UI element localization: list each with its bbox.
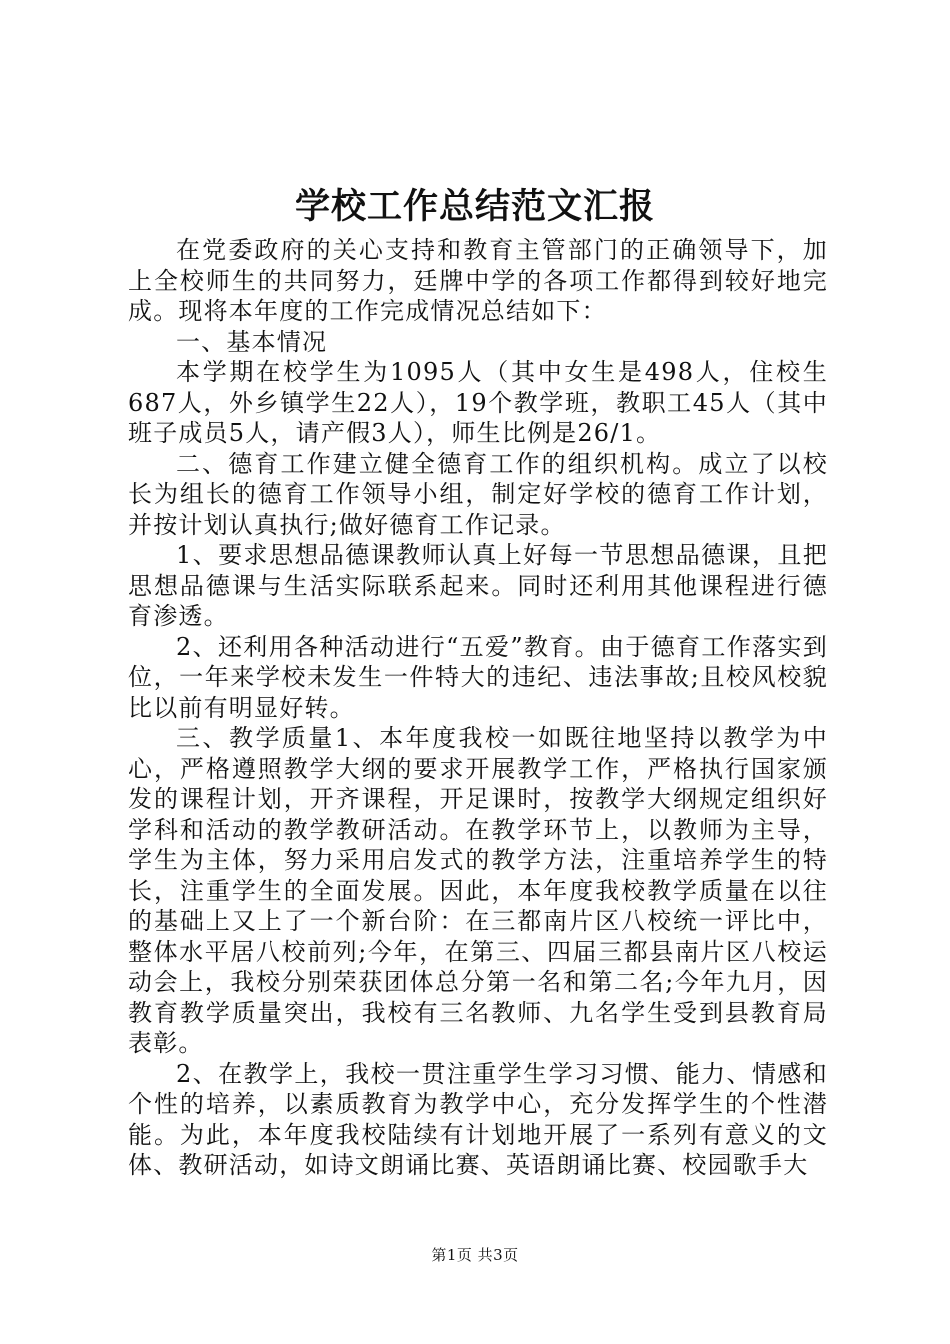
paragraph-heading-basic: 一、基本情况 bbox=[176, 327, 328, 356]
document-body bbox=[128, 235, 828, 1181]
paragraph-basic-info: 本学期在校学生为1095人（其中女生是498人，住校生687人，外乡镇学生22人），19个教学班，教职工45人（其中班子成员5人，请产假3人），师生比例是26/1。 bbox=[128, 358, 828, 447]
paragraph-moral-item-1: 1、要求思想品德课教师认真上好每一节思想品德课，且把思想品德课与生活实际联系起来。同时还利用其他课程进行德育渗透。 bbox=[128, 541, 828, 630]
paragraph-moral-item-2: 2、还利用各种活动进行“五爱”教育。由于德育工作落实到位，一年来学校未发生一件特大的违纪、违法事故;且校风校貌比以前有明显好转。 bbox=[128, 632, 828, 722]
document-title: 学校工作总结范文汇报 bbox=[294, 186, 655, 227]
page-number-footer: 第1页 共3页 bbox=[431, 1246, 519, 1264]
paragraph-intro: 在党委政府的关心支持和教育主管部门的正确领导下，加上全校师生的共同努力，廷牌中学的各项工作都得到较好地完成。现将本年度的工作完成情况总结如下： bbox=[128, 236, 828, 325]
paragraph-moral-education: 二、德育工作建立健全德育工作的组织机构。成立了以校长为组长的德育工作领导小组，制定好学校的德育工作计划，并按计划认真执行;做好德育工作记录。 bbox=[128, 449, 828, 539]
paragraph-teaching-item-2: 2、在教学上，我校一贯注重学生学习习惯、能力、情感和个性的培养，以素质教育为教学中心，充分发挥学生的个性潜能。为此，本年度我校陆续有计划地开展了一系列有意义的文体、教研活动，如诗文朗诵比赛、英语朗诵比赛、校园歌手大 bbox=[128, 1059, 828, 1179]
paragraph-teaching-quality: 三、教学质量1、本年度我校一如既往地坚持以教学为中心，严格遵照教学大纲的要求开展教学工作，严格执行国家颁发的课程计划，开齐课程，开足课时，按教学大纲规定组织好学科和活动的教学教研活动。在教学环节上，以教师为主导，学生为主体，努力采用启发式的教学方法，注重培养学生的特长，注重学生的全面发展。因此，本年度我校教学质量在以往的基础上又上了一个新台阶：在三都南片区八校统一评比中，整体水平居八校前列;今年，在第三、四届三都县南片区八校运动会上，我校分别荣获团体总分第一名和第二名;今年九月，因教育教学质量突出，我校有三名教师、九名学生受到县教育局表彰。 bbox=[128, 724, 828, 1057]
